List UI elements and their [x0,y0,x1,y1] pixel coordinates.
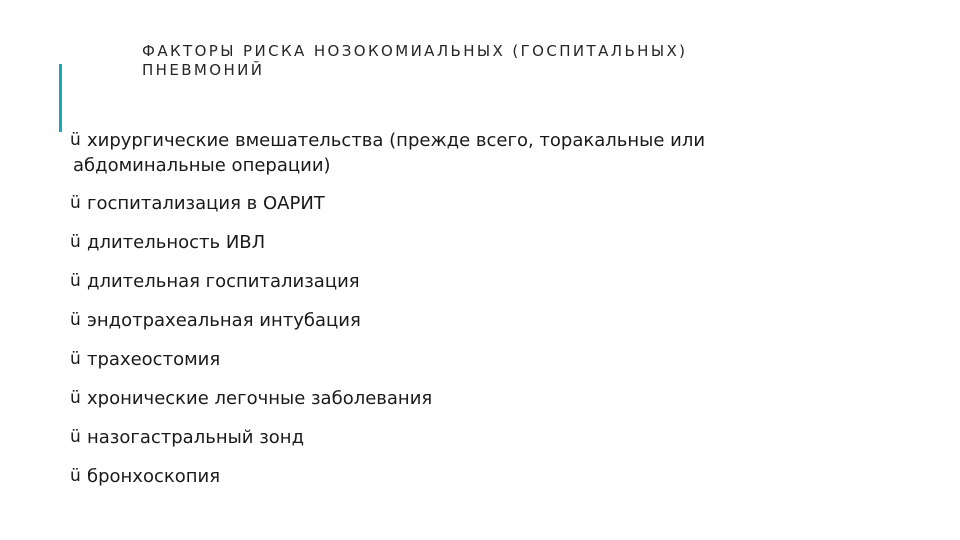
list-item-text: эндотрахеальная интубация [87,310,361,331]
list-item-text: хирургические вмешательства (прежде всего, торакальные или [87,130,706,151]
list-item-text-continued: абдоминальные операции) [73,155,331,176]
list-item [70,386,830,411]
list-item-text: хронические легочные заболевания [87,388,433,409]
list-item [70,347,830,372]
list-item [70,425,830,450]
list-item-text: длительность ИВЛ [87,232,266,253]
slide-title-line-2: ПНЕВМОНИЙ [142,61,265,79]
list-item [70,308,830,333]
list-item-text: бронхоскопия [87,466,221,487]
checkmark-icon: ü [70,193,81,213]
checkmark-icon: ü [70,271,81,291]
list-item-text: назогастральный зонд [87,427,305,448]
slide-title-line-1: ФАКТОРЫ РИСКА НОЗОКОМИАЛЬНЫХ (ГОСПИТАЛЬНЫХ) [142,42,688,60]
list-item [70,269,830,294]
checkmark-icon: ü [70,427,81,447]
list-item-text: госпитализация в ОАРИТ [87,193,325,214]
list-item [70,464,830,489]
list-item-text: трахеостомия [87,349,221,370]
list-item [70,191,830,216]
checkmark-icon: ü [70,310,81,330]
checkmark-icon: ü [70,388,81,408]
risk-factor-list [70,128,830,503]
checkmark-icon: ü [70,232,81,252]
checkmark-icon: ü [70,349,81,369]
checkmark-icon: ü [70,130,81,150]
accent-bar [59,64,62,132]
list-item [70,230,830,255]
slide-title [142,42,842,80]
list-item [70,128,830,178]
checkmark-icon: ü [70,466,81,486]
list-item-text: длительная госпитализация [87,271,360,292]
